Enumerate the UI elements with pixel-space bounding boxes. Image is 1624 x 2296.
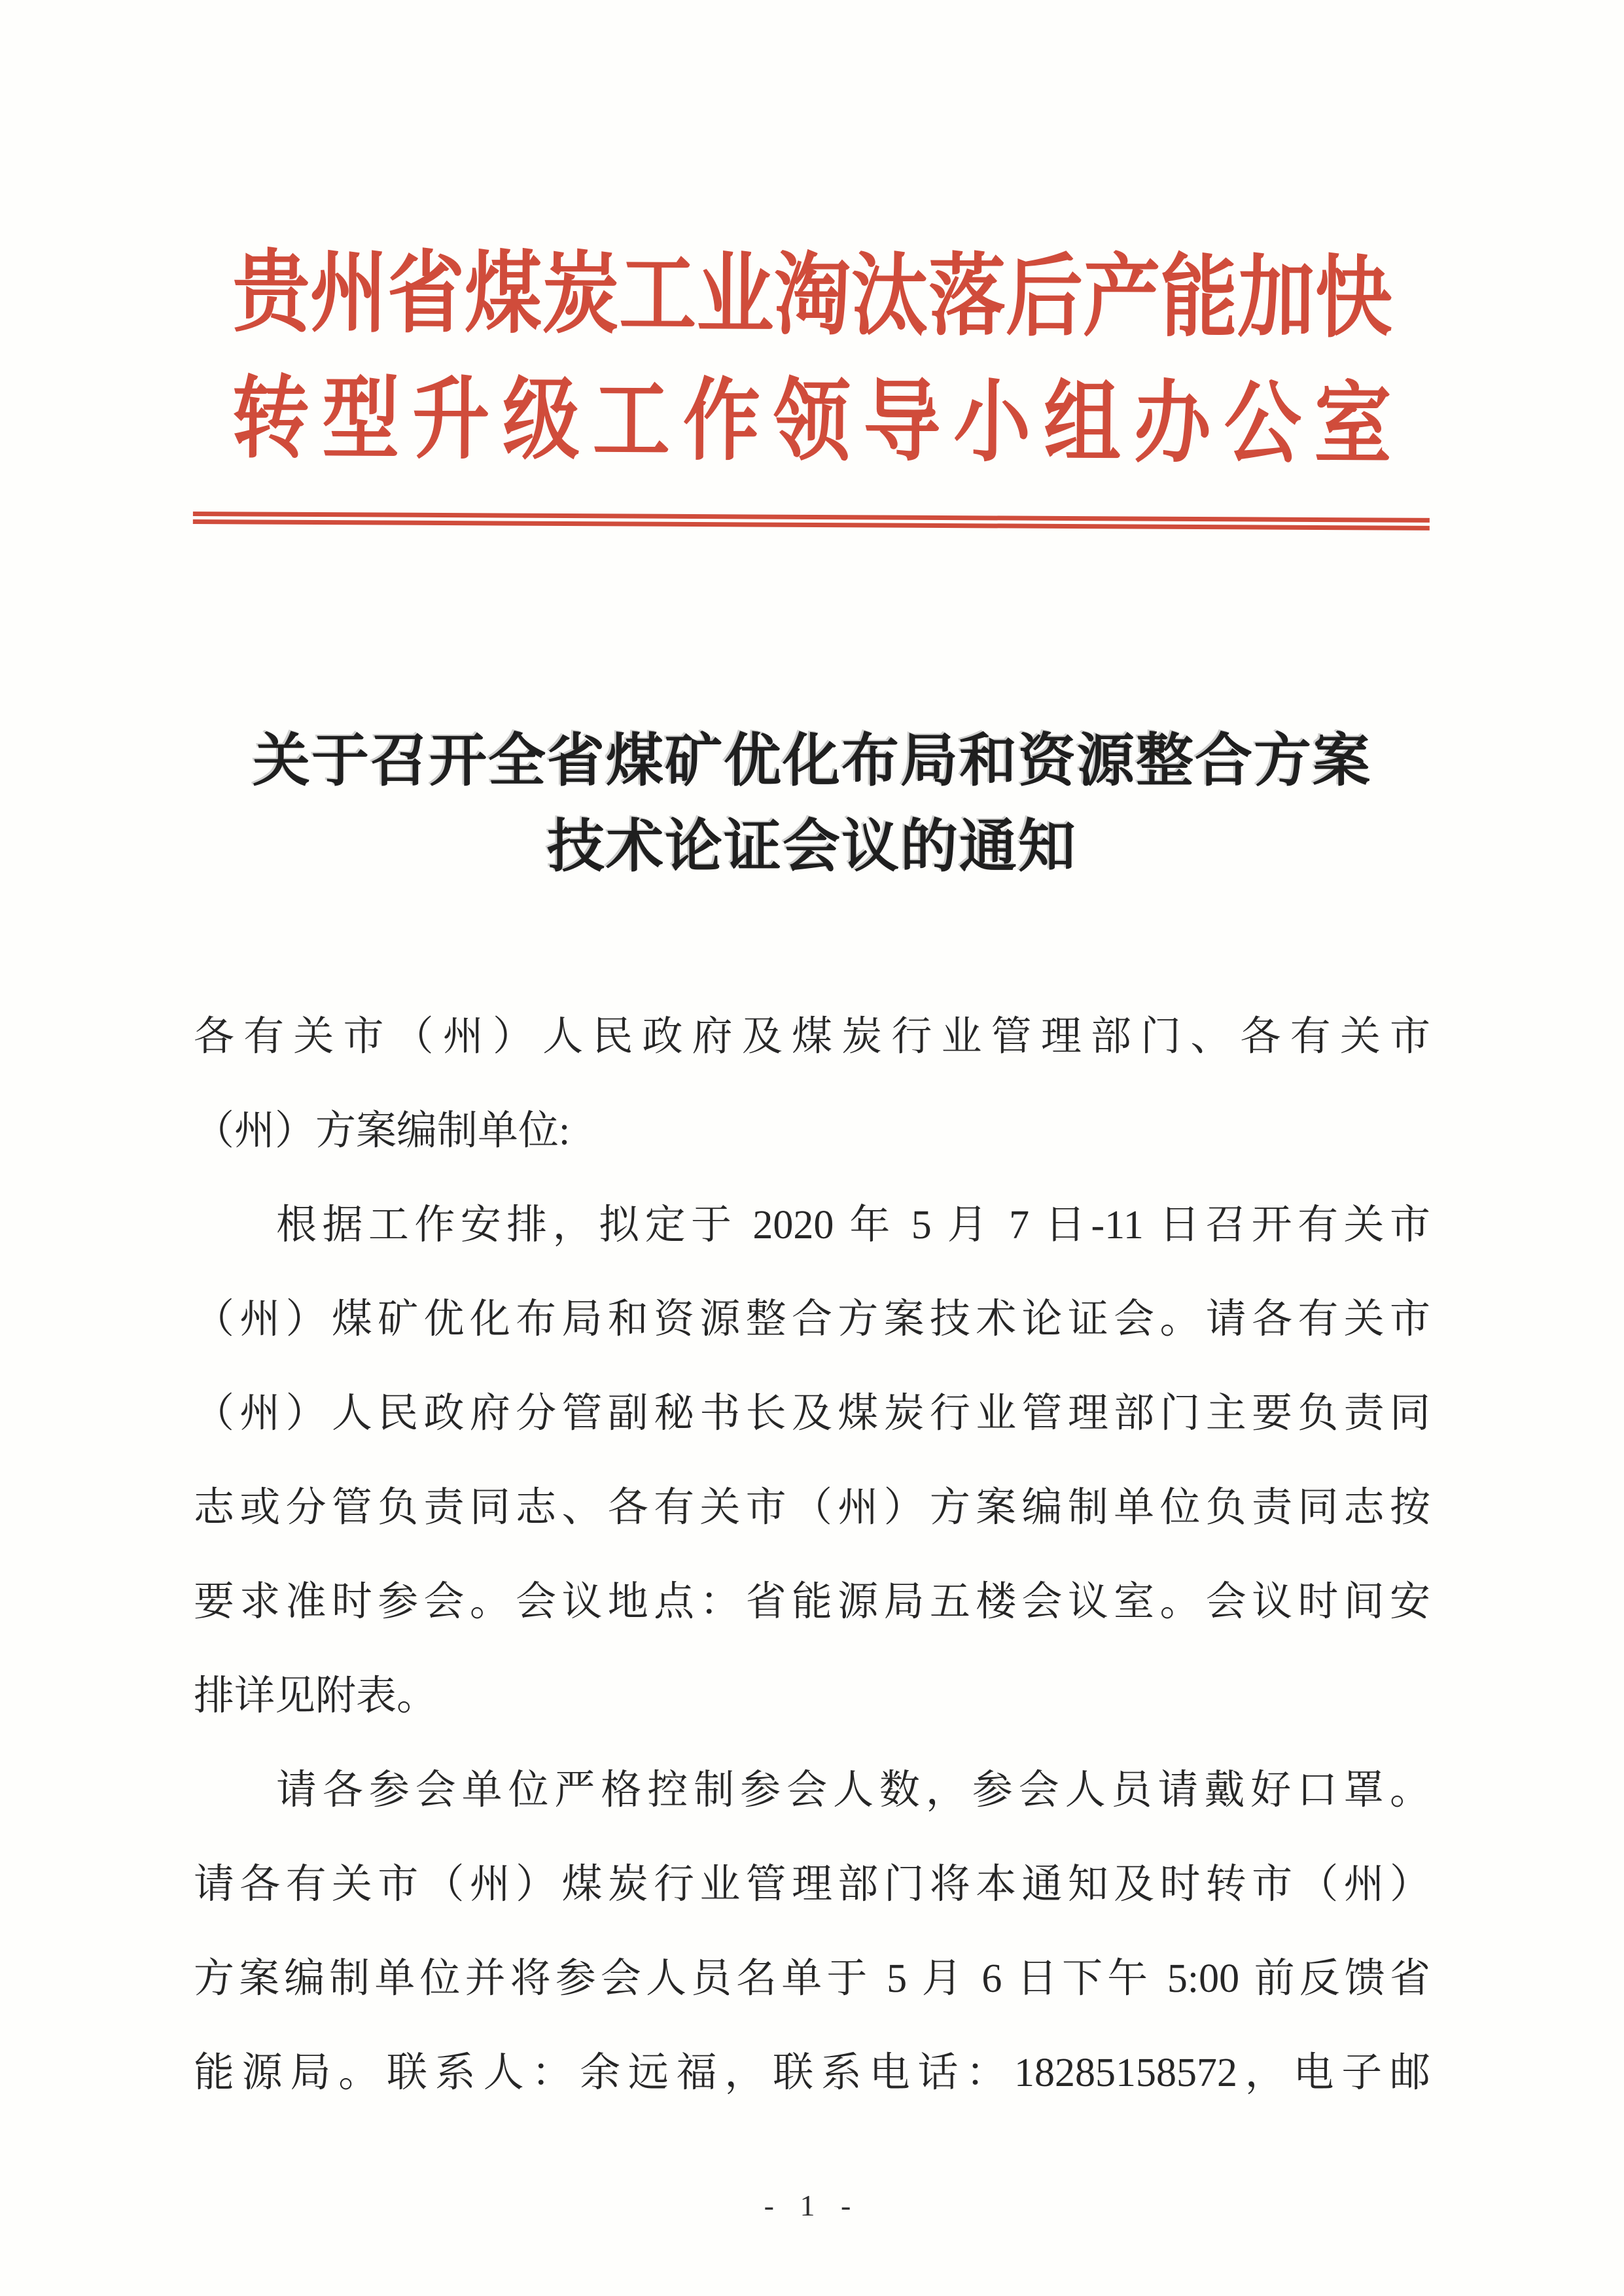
page-number: - 1 - [764,2189,860,2222]
body-line: 请各参会单位严格控制参会人数，参会人员请戴好口罩。 [276,1768,1430,1813]
body-line: （州）方案编制单位: [194,1109,571,1153]
document-title [194,719,1430,890]
body-line: 各有关市（州）人民政府及煤炭行业管理部门、各有关市 [194,1015,1430,1059]
document-body [194,990,1430,2120]
document-content [194,230,1430,2223]
body-line: 要求准时参会。会议地点：省能源局五楼会议室。会议时间安 [194,1580,1430,1624]
document-title-line-1: 关于召开全省煤矿优化布局和资源整合方案 [252,730,1371,793]
body-line: 请各有关市（州）煤炭行业管理部门将本通知及时转市（州） [194,1862,1430,1907]
body-line: 志或分管负责同志、各有关市（州）方案编制单位负责同志按 [194,1486,1430,1530]
body-line: 根据工作安排，拟定于 2020 年 5 月 7 日-11 日召开有关市 [276,1203,1430,1247]
letterhead [232,230,1392,488]
body-line: 能源局。联系人：余远福，联系电话：18285158572，电子邮 [194,2051,1430,2095]
body-line: （州）煤矿优化布局和资源整合方案技术论证会。请各有关市 [194,1297,1430,1342]
letterhead-line-1: 贵州省煤炭工业淘汰落后产能加快 [232,243,1393,349]
document-title-line-2: 技术论证会议的通知 [546,816,1077,879]
body-line: （州）人民政府分管副秘书长及煤炭行业管理部门主要负责同 [194,1391,1430,1436]
body-line: 排详见附表。 [194,1674,438,1718]
letterhead-line-2: 转型升级工作领导小组办公室 [232,369,1392,475]
red-double-rule [193,512,1430,531]
letterhead-area [193,230,1431,531]
body-line: 方案编制单位并将参会人员名单于 5 月 6 日下午 5:00 前反馈省 [194,1957,1430,2001]
